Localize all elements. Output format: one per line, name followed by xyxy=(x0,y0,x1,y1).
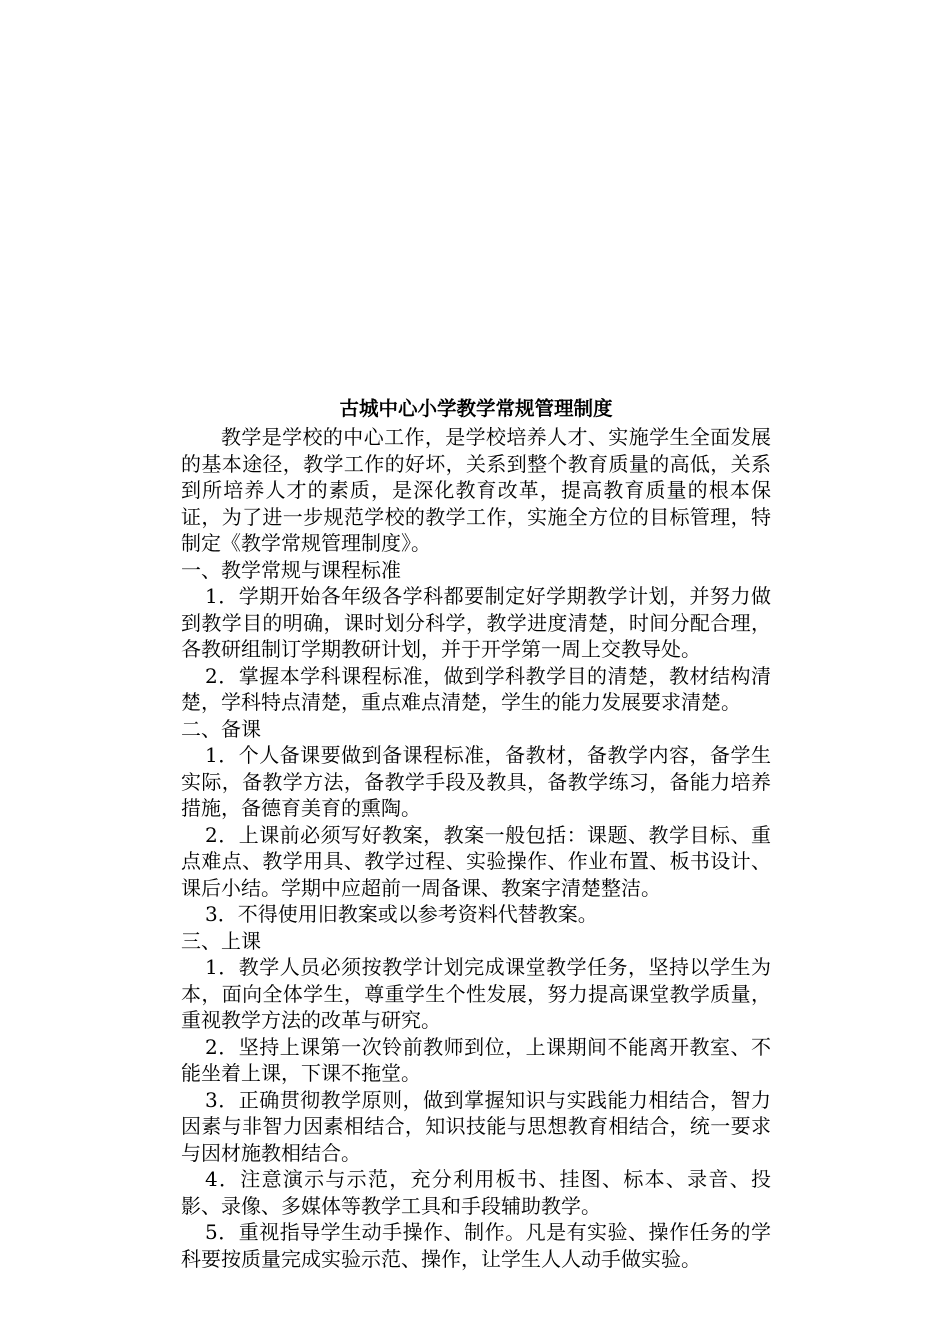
section-1-item-1: 1．学期开始各年级各学科都要制定好学期教学计划，并努力做到教学目的明确，课时划分科学，教学进度清楚，时间分配合理，各教研组制订学期教研计划，并于开学第一周上交教导处。 xyxy=(181,584,771,661)
section-2-item-1: 1．个人备课要做到备课程标准，备教材，备教学内容，备学生实际，备教学方法，备教学手段及教具，备教学练习，备能力培养措施，备德育美育的熏陶。 xyxy=(181,743,771,820)
section-heading-lesson-prep: 二、备课 xyxy=(181,716,261,741)
section-heading-class: 三、上课 xyxy=(181,928,261,953)
section-3-item-2: 2．坚持上课第一次铃前教师到位，上课期间不能离开教室、不能坐着上课，下课不拖堂。 xyxy=(181,1034,771,1085)
section-2-item-2: 2．上课前必须写好教案，教案一般包括：课题、教学目标、重点难点、教学用具、教学过程、实验操作、作业布置、板书设计、课后小结。学期中应超前一周备课、教案字清楚整洁。 xyxy=(181,822,771,900)
section-3-item-5: 5．重视指导学生动手操作、制作。凡是有实验、操作任务的学科要按质量完成实验示范、操作，让学生人人动手做实验。 xyxy=(181,1220,771,1271)
section-3-item-4: 4．注意演示与示范，充分利用板书、挂图、标本、录音、投影、录像、多媒体等教学工具和手段辅助教学。 xyxy=(181,1167,771,1218)
document-body xyxy=(181,394,771,1272)
section-2-item-3: 3．不得使用旧教案或以参考资料代替教案。 xyxy=(205,902,598,926)
section-1-item-2: 2．掌握本学科课程标准，做到学科教学目的清楚，教材结构清楚，学科特点清楚，重点难点清楚，学生的能力发展要求清楚。 xyxy=(181,663,771,714)
section-3-item-3: 3．正确贯彻教学原则，做到掌握知识与实践能力相结合，智力因素与非智力因素相结合，知识技能与思想教育相结合，统一要求与因材施教相结合。 xyxy=(181,1087,771,1165)
document-title: 古城中心小学教学常规管理制度 xyxy=(339,397,613,420)
intro-paragraph: 教学是学校的中心工作，是学校培养人才、实施学生全面发展的基本途径，教学工作的好坏，关系到整个教育质量的高低，关系到所培养人才的素质，是深化教育改革，提高教育质量的根本保证，为了进一步规范学校的教学工作，实施全方位的目标管理，特制定《教学常规管理制度》。 xyxy=(181,425,771,555)
section-heading-teaching-routine: 一、教学常规与课程标准 xyxy=(181,557,401,582)
section-3-item-1: 1．教学人员必须按教学计划完成课堂教学任务，坚持以学生为本，面向全体学生，尊重学生个性发展，努力提高课堂教学质量，重视教学方法的改革与研究。 xyxy=(181,955,771,1032)
